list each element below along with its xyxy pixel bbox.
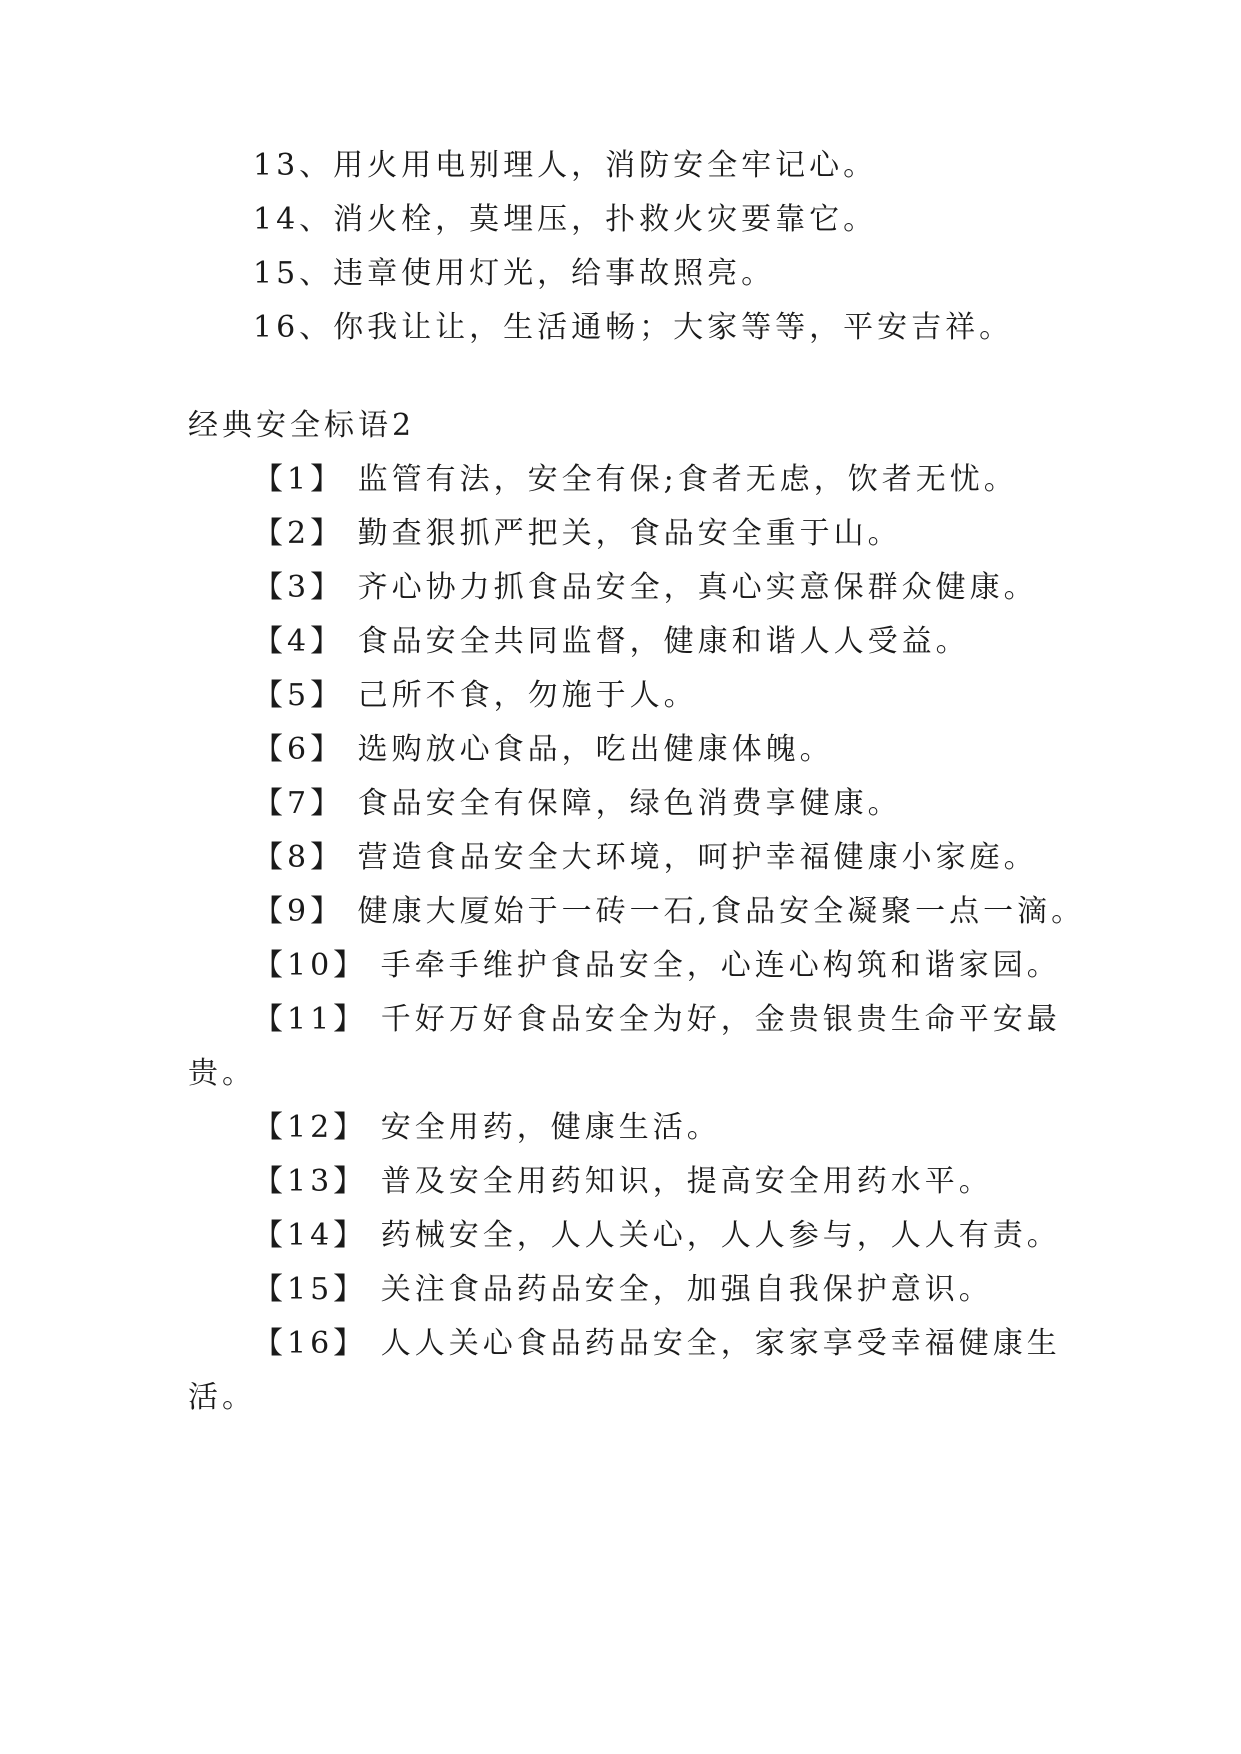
slogan-item: 【15】 关注食品药品安全，加强自我保护意识。 [253,1272,993,1307]
section-heading: 经典安全标语2 [188,408,416,443]
slogan-line: 13、用火用电别理人，消防安全牢记心。 [253,148,878,183]
slogan-item-continuation: 贵。 [188,1056,256,1091]
slogan-line: 16、你我让让，生活通畅；大家等等，平安吉祥。 [253,310,1014,345]
slogan-item: 【1】 监管有法，安全有保;食者无虑，饮者无忧。 [253,462,1018,497]
slogan-item: 【13】 普及安全用药知识，提高安全用药水平。 [253,1164,993,1199]
slogan-line: 15、违章使用灯光，给事故照亮。 [253,256,776,291]
slogan-item: 【10】 手牵手维护食品安全，心连心构筑和谐家园。 [253,948,1061,983]
slogan-item: 【12】 安全用药，健康生活。 [253,1110,721,1145]
slogan-item: 【7】 食品安全有保障，绿色消费享健康。 [253,786,902,821]
slogan-item: 【8】 营造食品安全大环境，呵护幸福健康小家庭。 [253,840,1038,875]
slogan-line: 14、消火栓，莫埋压，扑救火灾要靠它。 [253,202,878,237]
slogan-item: 【9】 健康大厦始于一砖一石,食品安全凝聚一点一滴。 [253,894,1086,929]
slogan-item: 【16】 人人关心食品药品安全，家家享受幸福健康生 [253,1326,1061,1361]
slogan-item: 【14】 药械安全，人人关心，人人参与，人人有责。 [253,1218,1061,1253]
slogan-item: 【11】 千好万好食品安全为好，金贵银贵生命平安最 [253,1002,1061,1037]
slogan-item: 【4】 食品安全共同监督，健康和谐人人受益。 [253,624,970,659]
slogan-item: 【2】 勤查狠抓严把关，食品安全重于山。 [253,516,902,551]
slogan-item: 【3】 齐心协力抓食品安全，真心实意保群众健康。 [253,570,1038,605]
slogan-item-continuation: 活。 [188,1380,256,1415]
slogan-item: 【6】 选购放心食品，吃出健康体魄。 [253,732,834,767]
slogan-item: 【5】 己所不食，勿施于人。 [253,678,698,713]
